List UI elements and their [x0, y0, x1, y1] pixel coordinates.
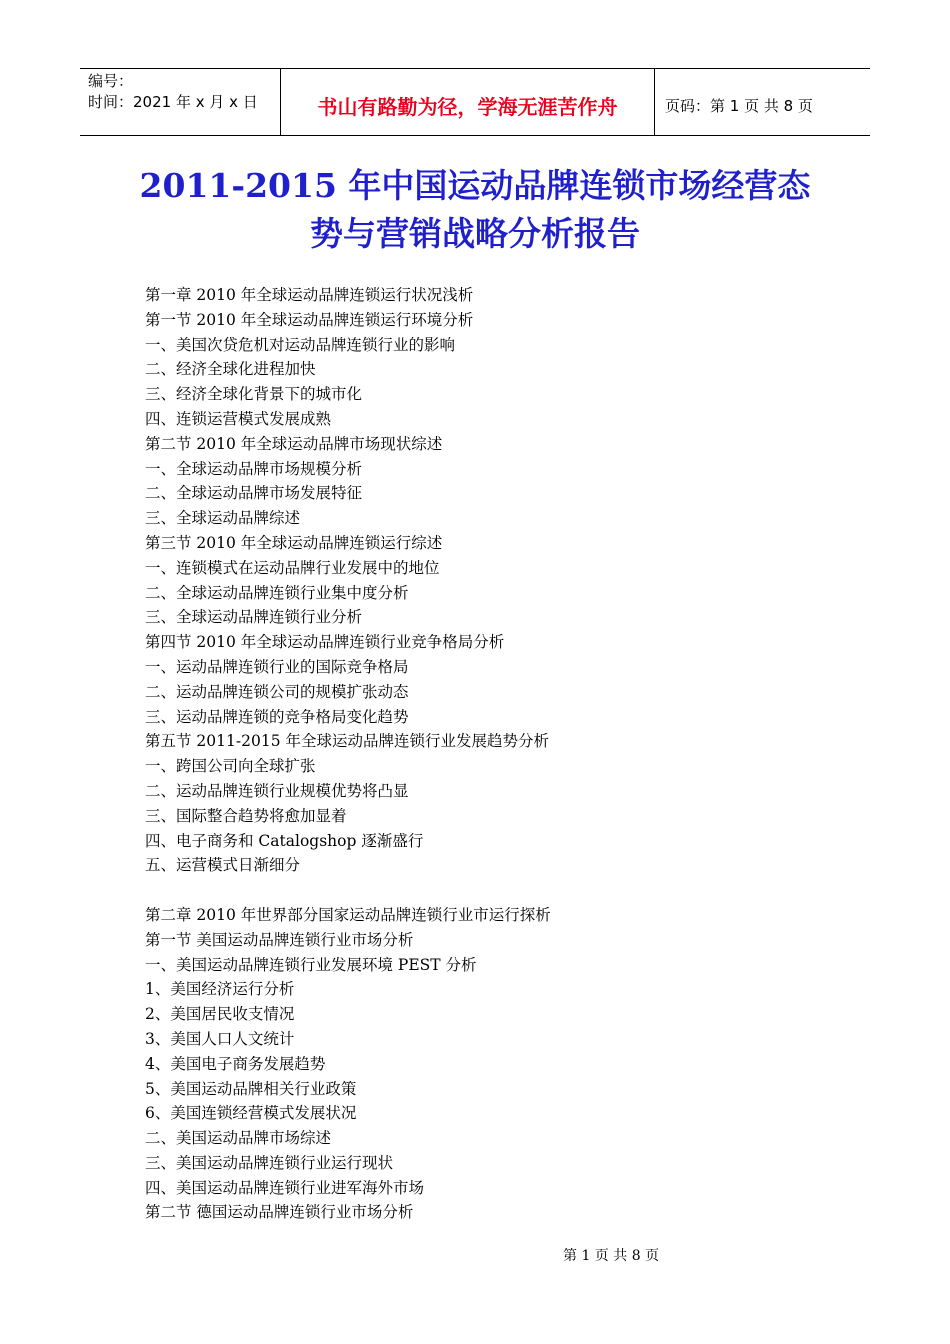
motto-text: 书山有路勤为径，学海无涯苦作舟 — [317, 94, 618, 119]
header-table — [80, 68, 870, 136]
time-label: 时间：2021 年 x 月 x 日 — [88, 93, 258, 111]
footer-page-number: 第 1 页 共 8 页 — [563, 1248, 660, 1264]
toc-entry: 第三节 2010 年全球运动品牌连锁运行综述 — [145, 533, 443, 552]
toc-entry: 第二章 2010 年世界部分国家运动品牌连锁行业市运行探析 — [145, 905, 551, 924]
toc-entry: 6、美国连锁经营模式发展状况 — [145, 1104, 357, 1123]
toc-entry: 第一节 2010 年全球运动品牌连锁运行环境分析 — [145, 310, 474, 329]
toc-entry: 5、美国运动品牌相关行业政策 — [145, 1079, 357, 1098]
toc-entry: 四、连锁运营模式发展成熟 — [145, 409, 332, 428]
toc-entry: 2、美国居民收支情况 — [145, 1005, 295, 1024]
header-meta-cell — [80, 69, 281, 135]
toc-entry: 第一节 美国运动品牌连锁行业市场分析 — [145, 930, 414, 949]
toc-entry: 五、运营模式日渐细分 — [145, 856, 301, 875]
toc-entry: 二、运动品牌连锁行业规模优势将凸显 — [145, 781, 409, 800]
toc-entry: 第一章 2010 年全球运动品牌连锁运行状况浅析 — [145, 286, 474, 304]
toc-entry: 三、经济全球化背景下的城市化 — [145, 385, 363, 404]
toc-entry: 二、全球运动品牌市场发展特征 — [145, 484, 363, 503]
toc-entry: 三、全球运动品牌连锁行业分析 — [145, 608, 363, 627]
table-of-contents — [145, 283, 845, 1225]
document-title — [100, 162, 850, 258]
title-line-1: 2011-2015 年中国运动品牌连锁市场经营态 — [139, 166, 811, 205]
toc-entry: 第二节 2010 年全球运动品牌市场现状综述 — [145, 434, 443, 453]
toc-entry: 二、运动品牌连锁公司的规模扩张动态 — [145, 682, 409, 701]
toc-entry: 第二节 德国运动品牌连锁行业市场分析 — [145, 1203, 414, 1222]
toc-entry: 一、全球运动品牌市场规模分析 — [145, 459, 363, 478]
toc-entry: 四、电子商务和 Catalogshop 逐渐盛行 — [145, 831, 424, 850]
toc-entry: 一、连锁模式在运动品牌行业发展中的地位 — [145, 558, 440, 577]
toc-entry: 4、美国电子商务发展趋势 — [145, 1054, 326, 1073]
toc-entry: 三、美国运动品牌连锁行业运行现状 — [145, 1153, 394, 1172]
motto-cell — [281, 69, 655, 135]
toc-entry: 一、美国次贷危机对运动品牌连锁行业的影响 — [145, 335, 456, 354]
toc-entry: 三、国际整合趋势将愈加显着 — [145, 806, 347, 825]
title-line-2: 势与营销战略分析报告 — [310, 214, 640, 253]
toc-entry: 四、美国运动品牌连锁行业进军海外市场 — [145, 1178, 425, 1197]
toc-entry: 一、运动品牌连锁行业的国际竞争格局 — [145, 657, 409, 676]
toc-entry: 1、美国经济运行分析 — [145, 980, 295, 999]
toc-entry: 三、运动品牌连锁的竞争格局变化趋势 — [145, 707, 409, 726]
toc-entry: 一、跨国公司向全球扩张 — [145, 757, 316, 776]
toc-entry: 二、美国运动品牌市场综述 — [145, 1129, 332, 1148]
number-label: 编号： — [88, 72, 134, 90]
toc-entry: 二、全球运动品牌连锁行业集中度分析 — [145, 583, 409, 602]
page-info-text: 页码：第 1 页 共 8 页 — [665, 96, 813, 115]
page-info-cell — [655, 69, 870, 135]
toc-entry: 一、美国运动品牌连锁行业发展环境 PEST 分析 — [145, 955, 477, 974]
toc-entry: 第四节 2010 年全球运动品牌连锁行业竞争格局分析 — [145, 633, 505, 652]
toc-entry: 三、全球运动品牌综述 — [145, 509, 301, 528]
toc-entry: 第五节 2011-2015 年全球运动品牌连锁行业发展趋势分析 — [145, 732, 549, 751]
toc-entry: 二、经济全球化进程加快 — [145, 360, 316, 379]
toc-blank-line — [145, 878, 845, 903]
toc-entry: 3、美国人口人文统计 — [145, 1029, 295, 1048]
